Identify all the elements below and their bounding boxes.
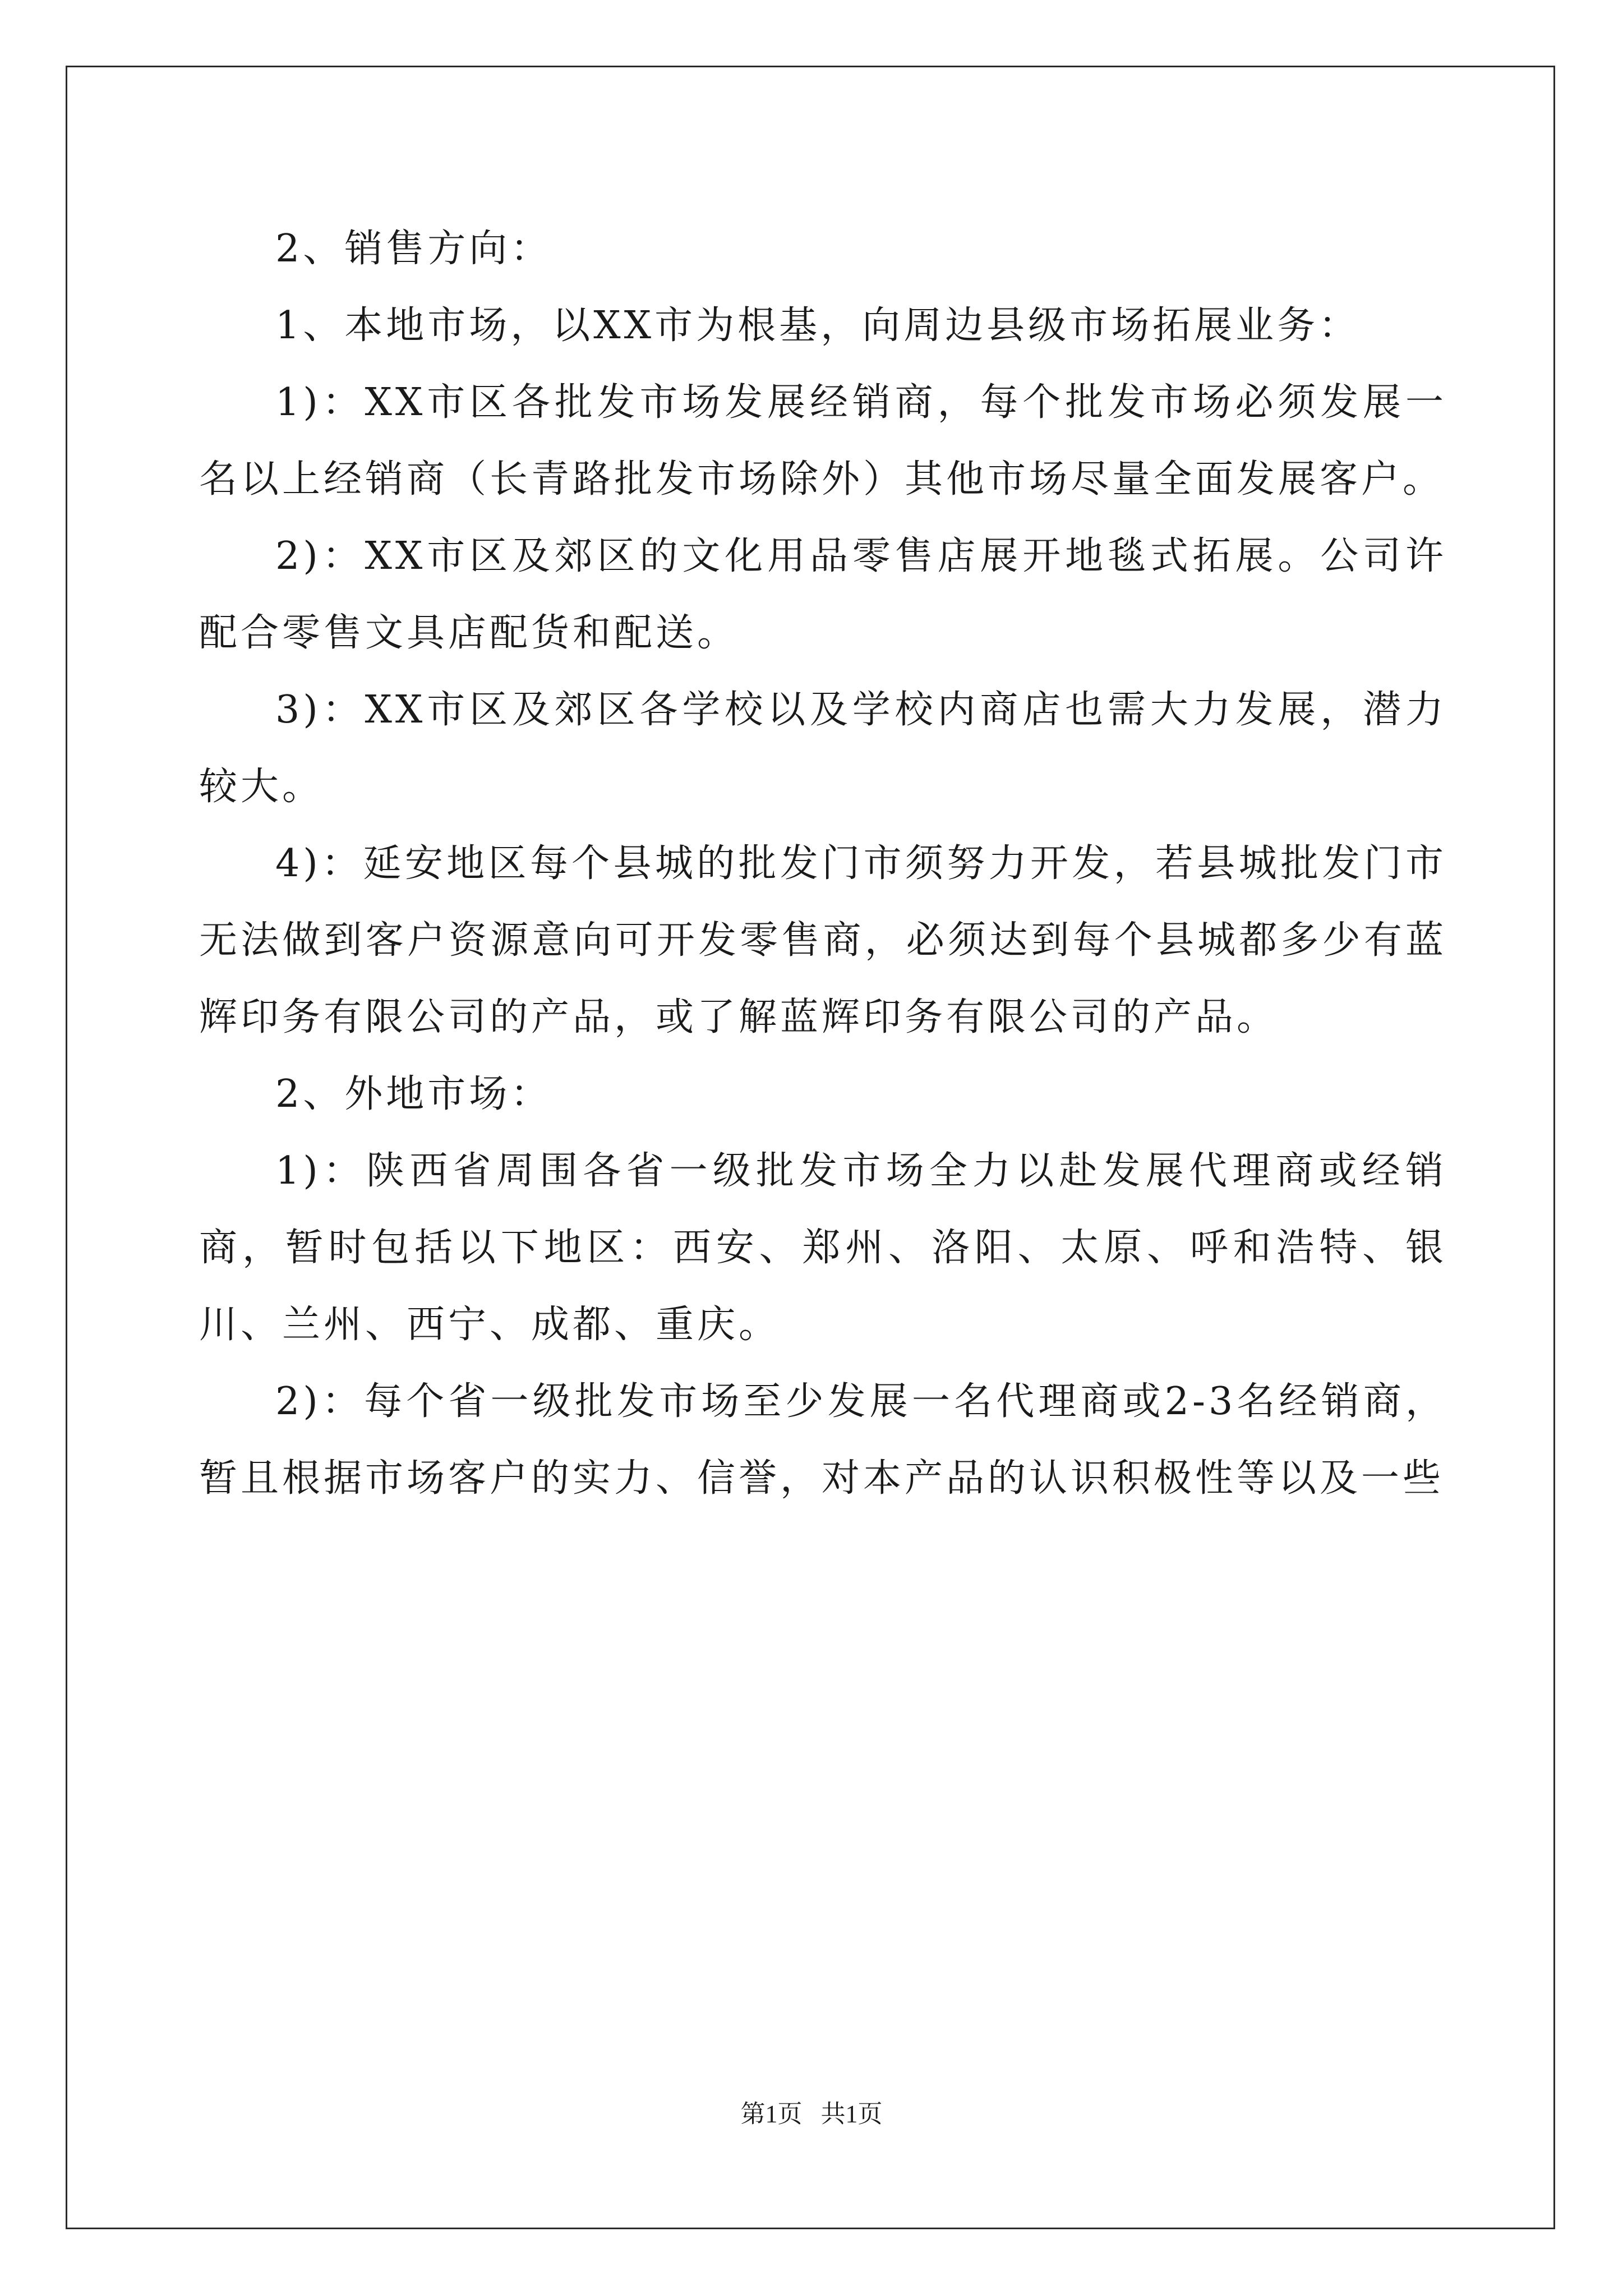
document-body <box>199 210 1447 1517</box>
paragraph: 3)：XX市区及郊区各学校以及学校内商店也需大力发展，潜力较大。 <box>199 688 1447 809</box>
paragraph: 2)：每个省一级批发市场至少发展一名代理商或2-3名经销商，暂且根据市场客户的实力、信誉，对本产品的认识积极性等以及一些 <box>199 1379 1447 1501</box>
paragraph: 1)：XX市区各批发市场发展经销商，每个批发市场必须发展一名以上经销商（长青路批发市场除外）其他市场尽量全面发展客户。 <box>199 380 1447 501</box>
paragraph: 2、外地市场： <box>275 1072 552 1116</box>
paragraph: 2)：XX市区及郊区的文化用品零售店展开地毯式拓展。公司许配合零售文具店配货和配送。 <box>199 534 1447 655</box>
paragraph: 1、本地市场，以XX市为根基，向周边县级市场拓展业务： <box>275 303 1361 348</box>
paragraph: 1)：陕西省周围各省一级批发市场全力以赴发展代理商或经销商，暂时包括以下地区：西安、郑州、洛阳、太原、呼和浩特、银川、兰州、西宁、成都、重庆。 <box>199 1149 1447 1347</box>
paragraph: 2、销售方向： <box>275 227 552 271</box>
paragraph: 4)：延安地区每个县城的批发门市须努力开发，若县城批发门市无法做到客户资源意向可开发零售商，必须达到每个县城都多少有蓝辉印务有限公司的产品，或了解蓝辉印务有限公司的产品。 <box>199 841 1447 1039</box>
page-footer: 第1页 共1页 <box>740 2100 883 2128</box>
